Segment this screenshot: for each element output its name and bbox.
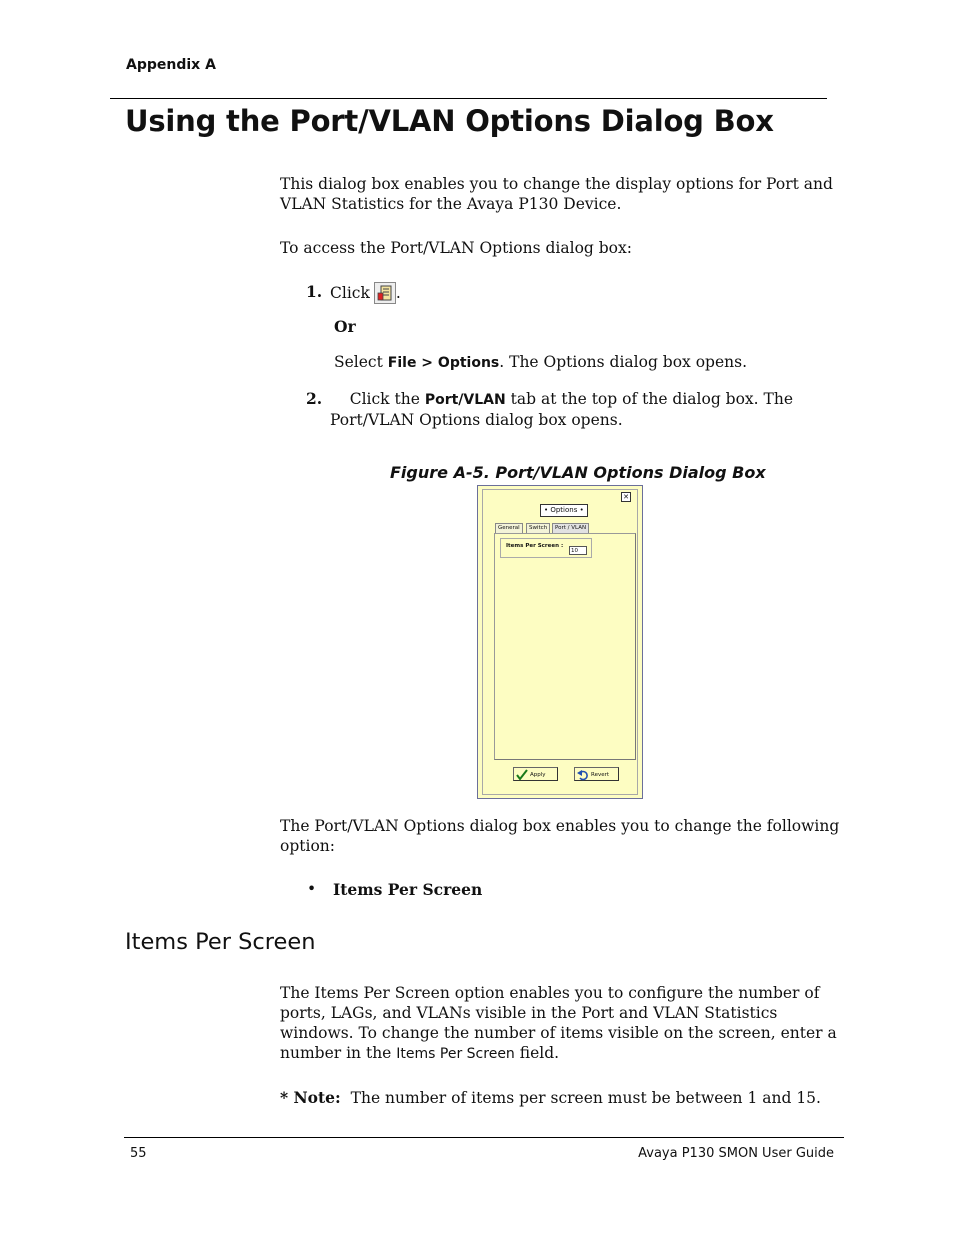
note xyxy=(280,1088,821,1107)
field-name: Items Per Screen xyxy=(396,1046,515,1062)
top-rule xyxy=(110,98,827,99)
tab-general[interactable]: General xyxy=(495,523,523,533)
bottom-rule xyxy=(124,1137,844,1138)
section-para-after: field. xyxy=(519,1044,560,1062)
section-heading: Items Per Screen xyxy=(125,929,316,955)
tab-panel xyxy=(494,533,636,760)
section-para-before: The Items Per Screen option enables you to configure the number of ports, LAGs, and VLANs visible in the Port and VLAN Statistics windows. To change the number of items visible on the screen, enter a number in the xyxy=(280,984,837,1062)
step-2-prefix: Click the xyxy=(349,390,420,408)
menu-path: File > Options xyxy=(387,355,500,371)
access-paragraph: To access the Port/VLAN Options dialog box: xyxy=(280,239,632,257)
items-per-screen-group xyxy=(500,538,592,558)
tab-port-vlan[interactable]: Port / VLAN xyxy=(552,523,589,533)
step-1 xyxy=(330,282,401,304)
step-1-text: Click xyxy=(330,284,370,302)
step-2-number: 2. xyxy=(306,389,323,408)
figure-caption: Figure A-5. Port/VLAN Options Dialog Box xyxy=(390,463,766,482)
dialog-title: • Options • xyxy=(540,504,588,517)
description-paragraph: The Port/VLAN Options dialog box enables you to change the following option: xyxy=(280,817,840,855)
note-text: The number of items per screen must be between 1 and 15. xyxy=(350,1089,821,1107)
close-icon[interactable]: ✕ xyxy=(621,492,631,502)
items-per-screen-input[interactable]: 10 xyxy=(569,546,587,555)
items-per-screen-label: Items Per Screen : xyxy=(506,543,564,549)
guide-title: Avaya P130 SMON User Guide xyxy=(638,1146,834,1161)
page-title: Using the Port/VLAN Options Dialog Box xyxy=(125,104,774,138)
select-suffix: . The Options dialog box opens. xyxy=(499,353,748,371)
tab-switch[interactable]: Switch xyxy=(526,523,550,533)
options-toolbar-icon[interactable] xyxy=(374,282,396,304)
note-label: * Note: xyxy=(280,1088,341,1107)
apply-button[interactable] xyxy=(513,767,558,781)
step-1-period: . xyxy=(395,284,401,302)
undo-arrow-icon xyxy=(577,769,589,781)
dialog-frame xyxy=(482,489,638,795)
step-2 xyxy=(330,389,845,430)
checkmark-icon xyxy=(516,769,528,781)
revert-label: Revert xyxy=(591,772,610,778)
step-2-suffix: tab at the top of the dialog box. The Port/VLAN Options dialog box opens. xyxy=(330,390,794,429)
intro-paragraph: This dialog box enables you to change the display options for Port and VLAN Statistics for the Avaya P130 Device. xyxy=(280,175,833,213)
or-label: Or xyxy=(334,317,356,336)
step-1-number: 1. xyxy=(306,282,323,301)
bullet-item: Items Per Screen xyxy=(333,880,483,899)
select-prefix: Select xyxy=(334,353,383,371)
options-dialog-screenshot xyxy=(477,485,643,799)
page-number: 55 xyxy=(130,1146,147,1161)
bullet-glyph: • xyxy=(307,880,317,898)
apply-label: Apply xyxy=(530,772,546,778)
select-instruction xyxy=(334,353,747,371)
revert-button[interactable] xyxy=(574,767,619,781)
section-paragraph xyxy=(280,983,840,1064)
running-head: Appendix A xyxy=(126,57,216,73)
tab-name: Port/VLAN xyxy=(424,392,506,408)
